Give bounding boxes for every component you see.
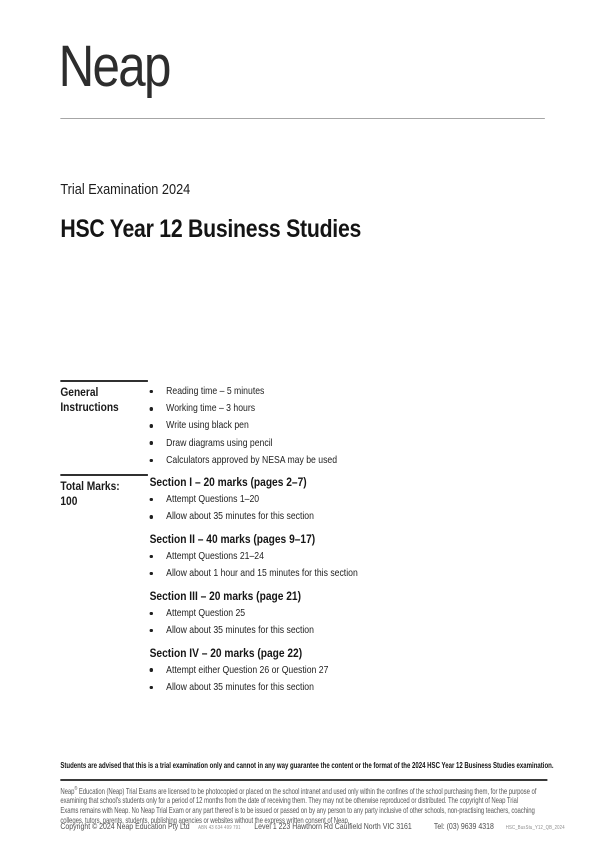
list-item xyxy=(150,508,558,525)
instruction-text: Reading time – 5 minutes xyxy=(166,386,265,398)
bullet-icon xyxy=(150,686,153,690)
bullet-icon xyxy=(150,441,153,445)
section-heading: Section III – 20 marks (page 21) xyxy=(149,588,301,603)
list-item xyxy=(150,400,558,417)
license-paragraph xyxy=(60,785,537,825)
general-instructions-list xyxy=(150,383,558,469)
section-bullet-text: Allow about 1 hour and 15 minutes for this section xyxy=(166,568,358,580)
general-instructions-rule xyxy=(60,380,148,382)
section-bullet-text: Attempt Questions 21–24 xyxy=(166,550,264,562)
general-instructions-label-line2: Instructions xyxy=(60,399,119,414)
section-bullet-text: Attempt Question 25 xyxy=(166,607,246,619)
license-brand: Neap xyxy=(60,785,75,796)
section-bullet-text: Allow about 35 minutes for this section xyxy=(166,511,314,523)
section-heading: Section II – 40 marks (pages 9–17) xyxy=(149,531,316,546)
general-instructions-label xyxy=(60,385,118,414)
section-block xyxy=(150,645,558,696)
section-heading: Section I – 20 marks (pages 2–7) xyxy=(149,475,307,489)
list-item xyxy=(150,622,558,639)
exam-series-label: Trial Examination 2024 xyxy=(60,181,191,198)
bullet-icon xyxy=(150,424,153,428)
list-item xyxy=(150,417,558,434)
section-block xyxy=(150,474,558,525)
total-marks-rule xyxy=(60,474,148,476)
header-rule xyxy=(60,118,545,119)
general-instructions-label-line1: General xyxy=(60,385,99,399)
address-text: Level 1 223 Hawthorn Rd Caulfield North VIC 3161 xyxy=(254,822,412,831)
abn-text: ABN 43 634 499 791 xyxy=(198,825,241,831)
instruction-text: Calculators approved by NESA may be used xyxy=(166,454,338,466)
copyright-text: Copyright © 2024 Neap Education Pty Ltd xyxy=(60,822,190,831)
bullet-icon xyxy=(150,629,153,633)
instruction-text: Working time – 3 hours xyxy=(166,403,256,415)
footer-bar xyxy=(60,822,564,831)
list-item xyxy=(150,383,558,400)
bullet-icon xyxy=(150,515,153,519)
trial-advice-wrap xyxy=(60,760,553,770)
instruction-text: Draw diagrams using pencil xyxy=(166,437,273,449)
section-heading: Section IV – 20 marks (page 22) xyxy=(149,645,303,660)
section-bullet-text: Attempt Questions 1–20 xyxy=(166,494,260,506)
neap-logo: Neap xyxy=(58,34,170,99)
bullet-icon xyxy=(150,407,153,411)
instruction-text: Write using black pen xyxy=(166,420,249,432)
list-item xyxy=(150,548,558,565)
section-bullet-text: Allow about 35 minutes for this section xyxy=(166,681,314,693)
license-paragraph-wrap xyxy=(60,785,537,825)
phone-text: Tel: (03) 9639 4318 xyxy=(433,822,494,831)
bullet-icon xyxy=(150,459,153,463)
list-item xyxy=(150,662,558,679)
section-bullet-text: Allow about 35 minutes for this section xyxy=(166,625,314,637)
total-marks-value: 100 xyxy=(60,493,78,508)
list-item xyxy=(150,679,558,696)
list-item xyxy=(150,491,558,508)
section-bullet-text: Attempt either Question 26 or Question 27 xyxy=(166,664,329,676)
bullet-icon xyxy=(150,612,153,616)
bullet-icon xyxy=(150,498,153,502)
trial-advice-text: Students are advised that this is a trial examination only and cannot in any way guarantee the content or the format of the 2024 HSC Year 12 Business Studies examination. xyxy=(60,760,554,770)
bullet-icon xyxy=(150,555,153,559)
section-block xyxy=(150,531,558,582)
bullet-icon xyxy=(150,390,153,394)
footer-rule xyxy=(60,779,547,781)
page-title: HSC Year 12 Business Studies xyxy=(60,215,362,243)
total-marks-label xyxy=(60,479,119,508)
sections-overview xyxy=(150,474,558,702)
license-text: Education (Neap) Trial Exams are licensed to be photocopied or placed on the school intranet and used only within the confines of the school purchasing them, for the purpose of examining that school's students only for a period of 12 months from the date of receiving them. They may not be otherwise reproduced or distributed. The copyright of Neap Trial Exams remains with Neap. No Neap Trial Exam or any part thereof is to be issued or passed on by any person to any party inclusive of other schools, non-practising teachers, coaching colleges, tutors, parents, students, publishing agencies or websites without the express written consent of Neap. xyxy=(60,785,537,825)
list-item xyxy=(150,435,558,452)
list-item xyxy=(150,565,558,582)
document-code: HSC_BusStu_Y12_QB_2024 xyxy=(505,825,565,831)
bullet-icon xyxy=(150,572,153,576)
registered-trademark-icon: ® xyxy=(74,786,78,792)
list-item xyxy=(150,605,558,622)
bullet-icon xyxy=(150,668,153,672)
total-marks-caption: Total Marks: xyxy=(60,479,120,493)
list-item xyxy=(150,452,558,469)
section-block xyxy=(150,588,558,639)
